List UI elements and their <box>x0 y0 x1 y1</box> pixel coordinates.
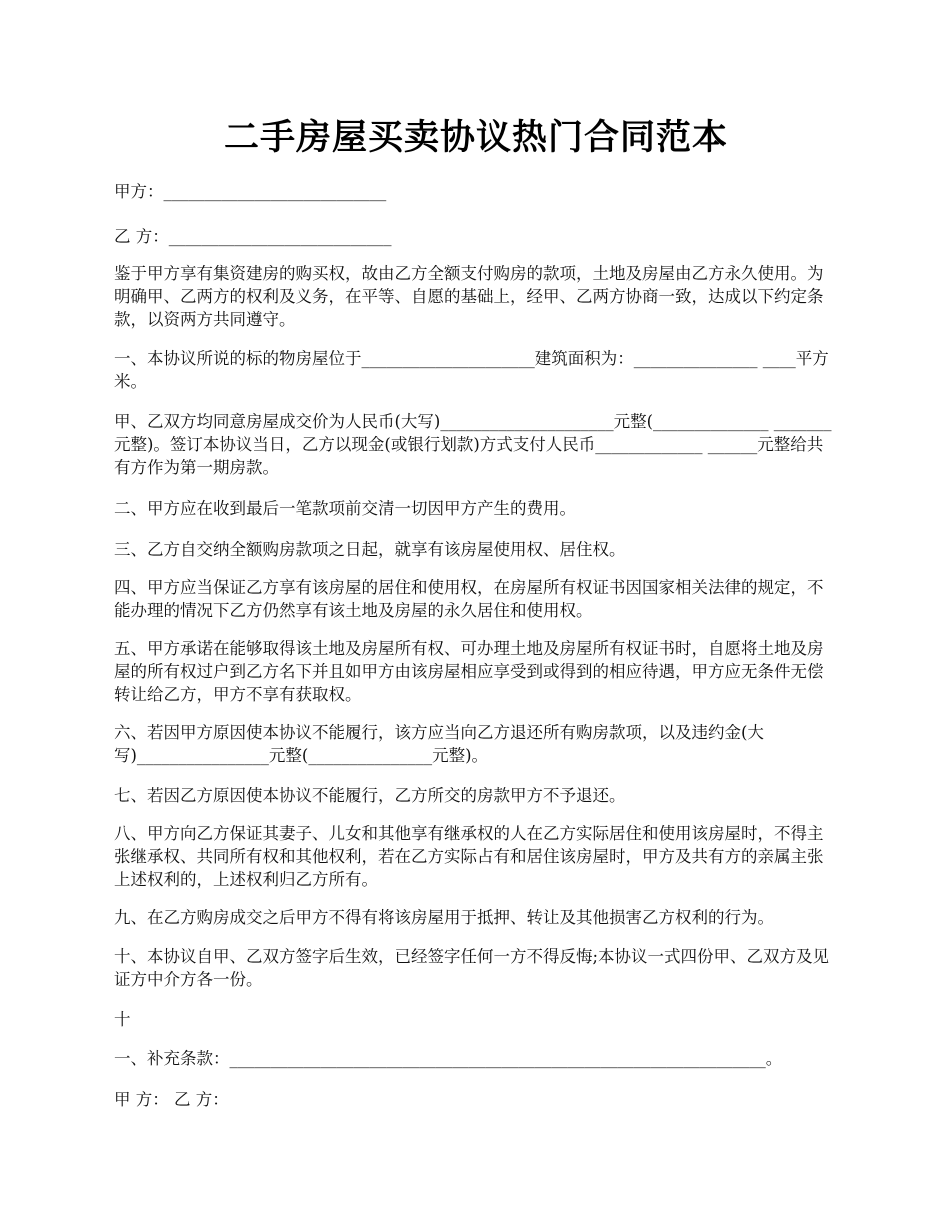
clause-10: 十、本协议自甲、乙双方签字后生效，已经签字任何一方不得反悔;本协议一式四份甲、乙双方及见证方中介方各一份。 <box>114 947 830 989</box>
clause-11-heading: 十 <box>114 1010 131 1029</box>
clause-3: 三、乙方自交纳全额购房款项之日起，就享有该房屋使用权、居住权。 <box>114 540 626 559</box>
clause-9: 九、在乙方购房成交之后甲方不得有将该房屋用于抵押、转让及其他损害乙方权利的行为。 <box>114 908 774 927</box>
party-b-line: 乙 方：___________________________ <box>114 227 392 246</box>
party-a-line: 甲方：___________________________ <box>114 182 387 201</box>
document-title: 二手房屋买卖协议热门合同范本 <box>223 117 728 158</box>
clause-5: 五、甲方承诺在能够取得该土地及房屋所有权、可办理土地及房屋所有权证书时，自愿将土地及房屋的所有权过户到乙方名下并且如甲方由该房屋相应享受到或得到的相应待遇，甲方应无条件无偿转让给乙方，甲方不享有获取权。 <box>114 639 824 704</box>
clause-price: 甲、乙双方均同意房屋成交价为人民币(大写)_____________________元整(______________ _______元整)。签订本协议当日，乙方以现金(或银行划款)方式支付人民币_____________ ______元整给共有方作为第一期房款。 <box>114 412 832 477</box>
clause-6: 六、若因甲方原因使本协议不能履行，该方应当向乙方退还所有购房款项，以及违约金(大写)________________元整(_______________元整)。 <box>114 723 764 765</box>
clause-2: 二、甲方应在收到最后一笔款项前交清一切因甲方产生的费用。 <box>114 499 576 518</box>
clause-1-property-location: 一、本协议所说的标的物房屋位于_____________________建筑面积为：_______________ ____平方米。 <box>114 349 829 391</box>
preamble-paragraph: 鉴于甲方享有集资建房的购买权，故由乙方全额支付购房的款项，土地及房屋由乙方永久使用。为明确甲、乙两方的权利及义务，在平等、自愿的基础上，经甲、乙两方协商一致，达成以下约定条款，以资两方共同遵守。 <box>114 264 824 329</box>
signature-line: 甲 方： 乙 方： <box>114 1090 229 1109</box>
clause-11-supplementary: 一、补充条款：_________________________________________________________________。 <box>114 1049 783 1068</box>
clause-7: 七、若因乙方原因使本协议不能履行，乙方所交的房款甲方不予退还。 <box>114 786 626 805</box>
clause-8: 八、甲方向乙方保证其妻子、儿女和其他享有继承权的人在乙方实际居住和使用该房屋时，不得主张继承权、共同所有权和其他权利，若在乙方实际占有和居住该房屋时，甲方及共有方的亲属主张上述权利的，上述权利归乙方所有。 <box>114 824 824 889</box>
clause-4: 四、甲方应当保证乙方享有该房屋的居住和使用权，在房屋所有权证书因国家相关法律的规定，不能办理的情况下乙方仍然享有该土地及房屋的永久居住和使用权。 <box>114 578 824 620</box>
